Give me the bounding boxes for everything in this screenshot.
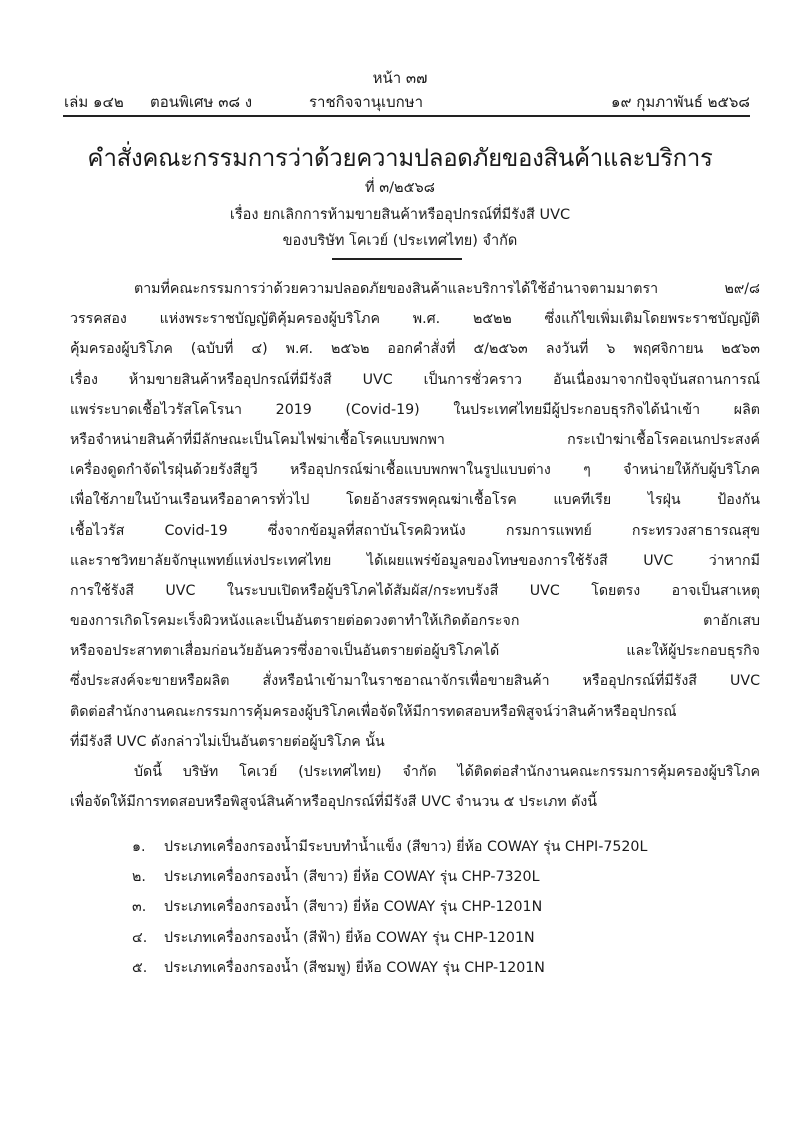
body-line: ติดต่อสำนักงานคณะกรรมการคุ้มครองผู้บริโภคเพื่อจัดให้มีการทดสอบหรือพิสูจน์ว่าสินค้าหรืออุปกรณ์ [70, 703, 677, 720]
publication-name: ราชกิจจานุเบกษา [309, 93, 424, 111]
gazette-header [64, 90, 750, 112]
paragraph-2 [70, 757, 760, 817]
body-line: คุ้มครองผู้บริโภค (ฉบับที่ ๔) พ.ศ. ๒๕๖๒ ออกคำสั่งที่ ๕/๒๕๖๓ ลงวันที่ ๖ พฤศจิกายน ๒๕๖๓ [70, 341, 760, 358]
title-divider [332, 258, 462, 260]
body-line: เพื่อใช้ภายในบ้านเรือนหรืออาคารทั่วไป โดยอ้างสรรพคุณฆ่าเชื้อโรค แบคทีเรีย ไรฝุ่น ป้องกัน [70, 492, 760, 509]
body-line: และราชวิทยาลัยจักษุแพทย์แห่งประเทศไทย ได้เผยแพร่ข้อมูลของโทษของการใช้รังสี UVC ว่าหากมี [70, 552, 760, 569]
body-line: หรือจอประสาทตาเสื่อมก่อนวัยอันควรซึ่งอาจเป็นอันตรายต่อผู้บริโภคได้ และให้ผู้ประกอบธุรกิจ [70, 643, 760, 660]
body-line: แพร่ระบาดเชื้อไวรัสโคโรนา 2019 (Covid-19) ในประเทศไทยมีผู้ประกอบธุรกิจได้นำเข้า ผลิต [70, 401, 760, 418]
list-item-text: ประเภทเครื่องกรองน้ำ (สีขาว) ยี่ห้อ COWAY รุ่น CHP-7320L [164, 869, 540, 886]
body-line: ซึ่งประสงค์จะขายหรือผลิต สั่งหรือนำเข้ามาในราชอาณาจักรเพื่อขายสินค้า หรืออุปกรณ์ที่มีรังสี UVC [70, 673, 760, 690]
list-item-text: ประเภทเครื่องกรองน้ำ (สีชมพู) ยี่ห้อ COWAY รุ่น CHP-1201N [164, 959, 545, 976]
body-line: เรื่อง ห้ามขายสินค้าหรืออุปกรณ์ที่มีรังสี UVC เป็นการชั่วคราว อันเนื่องมาจากปัจจุบันสถานการณ์ [70, 371, 760, 388]
list-item-text: ประเภทเครื่องกรองน้ำ (สีขาว) ยี่ห้อ COWAY รุ่น CHP-1201N [164, 899, 543, 916]
list-item-text: ประเภทเครื่องกรองน้ำ (สีฟ้า) ยี่ห้อ COWAY รุ่น CHP-1201N [164, 929, 535, 946]
document-title: คำสั่งคณะกรรมการว่าด้วยความปลอดภัยของสินค้าและบริการ [87, 144, 713, 172]
subject-line-2: ของบริษัท โคเวย์ (ประเทศไทย) จำกัด [282, 233, 518, 249]
body-line: ที่มีรังสี UVC ดังกล่าวไม่เป็นอันตรายต่อผู้บริโภค นั้น [70, 733, 385, 750]
subject-line-1: เรื่อง ยกเลิกการห้ามขายสินค้าหรืออุปกรณ์ที่มีรังสี UVC [229, 207, 571, 223]
list-item-text: ประเภทเครื่องกรองน้ำมีระบบทำน้ำแข็ง (สีขาว) ยี่ห้อ COWAY รุ่น CHPI-7520L [164, 839, 648, 855]
body-line: เครื่องดูดกำจัดไรฝุ่นด้วยรังสียูวี หรืออุปกรณ์ฆ่าเชื้อแบบพกพาในรูปแบบต่าง ๆ จำหน่ายให้กับผู้บริโภค [70, 462, 760, 479]
paragraph-1 [70, 274, 760, 757]
body-line: หรือจำหน่ายสินค้าที่มีลักษณะเป็นโคมไฟฆ่าเชื้อโรคแบบพกพา กระเป๋าฆ่าเชื้อโรคอเนกประสงค์ [70, 431, 760, 448]
list-item-number: ๒. [132, 869, 146, 886]
list-item [132, 832, 732, 862]
product-list [132, 832, 732, 983]
special-issue-label: ตอนพิเศษ ๓๘ ง [150, 93, 253, 111]
body-line: เชื้อไวรัส Covid-19 ซึ่งจากข้อมูลที่สถาบันโรคผิวหนัง กรมการแพทย์ กระทรวงสาธารณสุข [70, 522, 760, 539]
body-line: เพื่อจัดให้มีการทดสอบหรือพิสูจน์สินค้าหรืออุปกรณ์ที่มีรังสี UVC จำนวน ๕ ประเภท ดังนี้ [70, 794, 598, 811]
list-item-number: ๓. [132, 899, 147, 916]
body-line: บัดนี้ บริษัท โคเวย์ (ประเทศไทย) จำกัด ได้ติดต่อสำนักงานคณะกรรมการคุ้มครองผู้บริโภค [134, 764, 760, 780]
body-line: ตามที่คณะกรรมการว่าด้วยความปลอดภัยของสินค้าและบริการได้ใช้อำนาจตามมาตรา ๒๙/๘ [134, 281, 760, 297]
body-line: ของการเกิดโรคมะเร็งผิวหนังและเป็นอันตรายต่อดวงตาทำให้เกิดต้อกระจก ตาอักเสบ [70, 613, 760, 630]
list-item-number: ๕. [132, 959, 148, 976]
volume-label: เล่ม ๑๔๒ [64, 93, 124, 111]
list-item [132, 892, 732, 922]
list-item-number: ๑. [132, 839, 146, 855]
header-rule [63, 115, 750, 117]
list-item [132, 953, 732, 983]
list-item [132, 923, 732, 953]
body-line: วรรคสอง แห่งพระราชบัญญัติคุ้มครองผู้บริโภค พ.ศ. ๒๕๒๒ ซึ่งแก้ไขเพิ่มเติมโดยพระราชบัญญัติ [70, 311, 760, 328]
list-item-number: ๔. [132, 929, 148, 946]
list-item [132, 862, 732, 892]
body-line: การใช้รังสี UVC ในระบบเปิดหรือผู้บริโภคได้สัมผัส/กระทบรังสี UVC โดยตรง อาจเป็นสาเหตุ [70, 582, 760, 599]
page-number: หน้า ๓๗ [372, 69, 428, 87]
publication-date: ๑๙ กุมภาพันธ์ ๒๕๖๘ [611, 93, 750, 111]
order-number: ที่ ๓/๒๕๖๘ [365, 180, 435, 196]
